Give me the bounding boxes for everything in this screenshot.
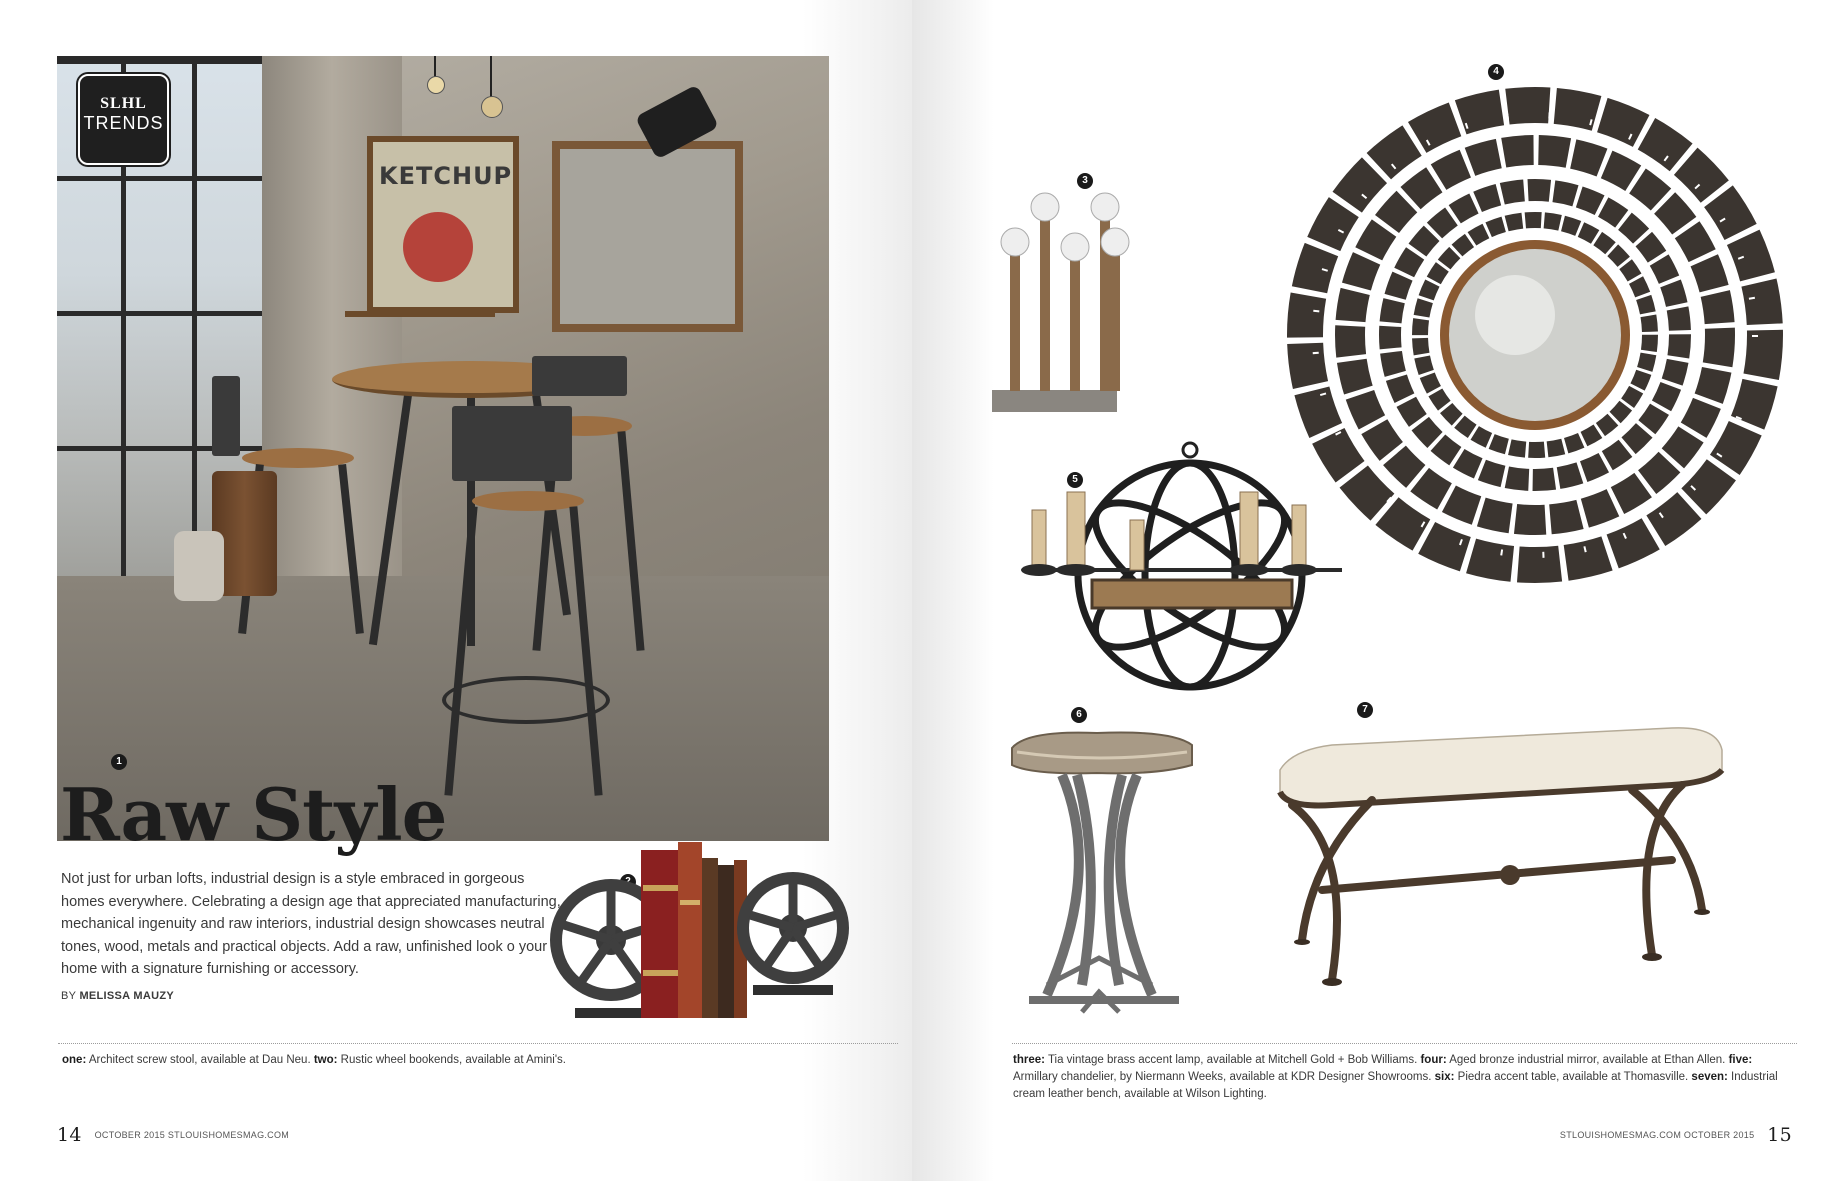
books — [641, 842, 747, 1018]
stool-seat — [472, 491, 584, 511]
poster-text: KETCHUP — [379, 162, 513, 190]
article-title: Raw Style — [60, 772, 447, 857]
folio-right: STLOUISHOMESMAG.COM OCTOBER 2015 15 — [1559, 1124, 1792, 1146]
page-number: 14 — [57, 1124, 82, 1146]
wall-mirror — [552, 141, 743, 332]
caption-left: one: Architect screw stool, available at Dau Neu. two: Rustic wheel bookends, available at Amini's. — [62, 1054, 566, 1066]
article-body: Not just for urban lofts, industrial design is a style embraced in gorgeous homes everywhere. Celebrating a design age that appreciated manufacturing, mechanical ingenuity and raw interiors, industrial design showcases neutral tones, wood, metals and practical objects. Add a raw, unfinished look o your home with a signature furnishing or accessory. — [61, 871, 561, 977]
caption-divider — [58, 1043, 898, 1044]
byline: BY MELISSA MAUZY — [61, 990, 174, 1002]
folio-left: 14 OCTOBER 2015 STLOUISHOMESMAG.COM — [57, 1124, 290, 1146]
item-number-6: 6 — [1071, 707, 1087, 723]
piedra-accent-table — [1007, 730, 1207, 1030]
item-number-3: 3 — [1077, 173, 1093, 189]
hero-photo — [57, 56, 829, 841]
cream-leather-bench — [1272, 710, 1732, 1030]
brass-accent-lamp — [992, 190, 1122, 415]
item-number-1: 1 — [111, 754, 127, 770]
item-number-2: 2 — [620, 874, 636, 890]
page-number: 15 — [1767, 1124, 1792, 1146]
pendant-bulb — [481, 96, 503, 118]
caption-right: three: Tia vintage brass accent lamp, available at Mitchell Gold + Bob Williams. four: Aged bronze industrial mirror, available at Ethan Allen. five: Armillary chandelier, by Niermann Weeks, available at KDR Designer Showrooms. six: Piedra accent table, available at Thomasville. seven: Industrial cream leather bench, available at Wilson Lighting. — [1013, 1054, 1778, 1100]
author-name: MELISSA MAUZY — [79, 990, 174, 1002]
ketchup-poster — [367, 136, 519, 313]
pendant-bulb — [427, 76, 445, 94]
wheel-bookends — [553, 820, 853, 1030]
item-number-4: 4 — [1488, 64, 1504, 80]
wall-shelf — [345, 311, 495, 317]
item-number-5: 5 — [1067, 472, 1083, 488]
bronze-industrial-mirror — [1277, 85, 1797, 585]
item-number-7: 7 — [1357, 702, 1373, 718]
slhl-trends-badge: SLHL TRENDS — [78, 74, 169, 165]
bookend-wheel-right — [743, 878, 843, 995]
caption-divider — [1012, 1043, 1797, 1044]
right-page — [912, 0, 1824, 1181]
armillary-chandelier — [1022, 440, 1342, 705]
canister — [174, 531, 224, 601]
